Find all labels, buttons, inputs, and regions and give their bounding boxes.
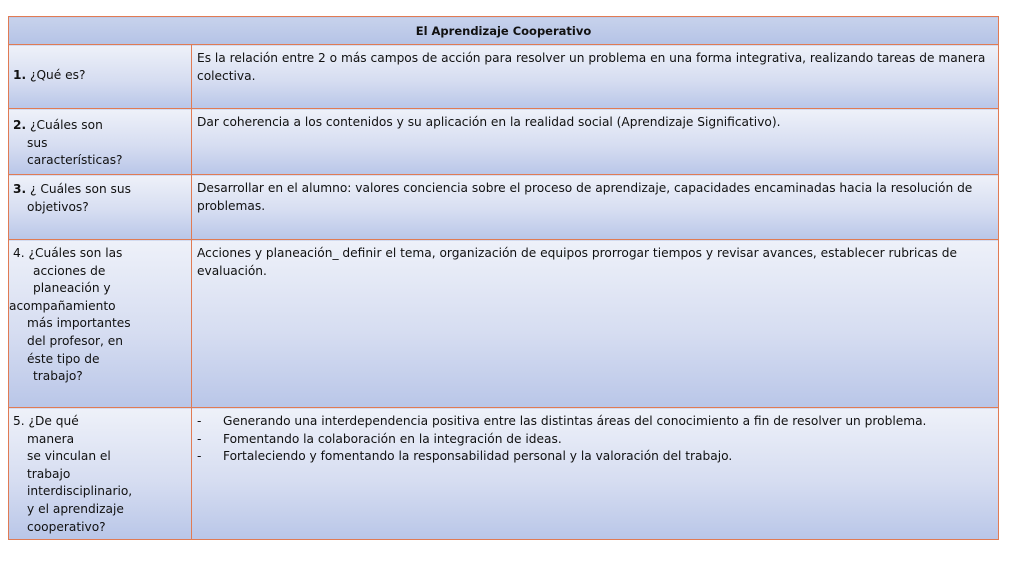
list-item-text: Fomentando la colaboración en la integración de ideas. [223, 431, 562, 446]
question-text-5-line-3: se vinculan el [27, 449, 111, 464]
table-title: El Aprendizaje Cooperativo [9, 17, 999, 45]
answer-cell-1 [192, 45, 999, 109]
question-cell-1 [9, 45, 192, 109]
question-text-4-line-2: acciones de [33, 263, 106, 278]
question-text-3-line-1: ¿ Cuáles son sus [30, 182, 131, 196]
question-text-2-line-3: características? [27, 153, 123, 168]
cooperative-learning-table [8, 16, 999, 540]
question-text-5-line-2: manera [27, 431, 75, 446]
question-text-1: ¿Qué es? [30, 68, 86, 82]
bullet-dash: - [197, 431, 202, 446]
question-text-5-line-1: ¿De qué [28, 414, 79, 428]
answer-text-4: Acciones y planeación_ definir el tema, organización de equipos prorrogar tiempos y revisar avances, establecer rubricas de evaluación. [197, 246, 957, 278]
question-cell-5 [9, 408, 192, 540]
list-item-text: Fortaleciendo y fomentando la responsabilidad personal y la valoración del trabajo. [223, 449, 733, 464]
question-text-5-line-4: trabajo [27, 466, 71, 481]
question-cell-4 [9, 240, 192, 408]
answer-list-5 [192, 408, 998, 466]
answer-text-1: Es la relación entre 2 o más campos de acción para resolver un problema en una forma integrativa, realizando tareas de manera colectiva. [197, 51, 986, 83]
question-text-5-line-7: cooperativo? [27, 519, 106, 534]
question-text-5-line-5: interdisciplinario, [27, 484, 133, 499]
answer-cell-4 [192, 240, 999, 408]
list-item [197, 413, 992, 431]
question-number-3: 3. [13, 182, 27, 196]
list-item [197, 431, 992, 449]
question-text-4-line-1: ¿Cuáles son las [28, 246, 123, 260]
answer-text-3: Desarrollar en el alumno: valores conciencia sobre el proceso de aprendizaje, capacidades encaminadas hacia la resolución de problemas. [197, 181, 973, 213]
bullet-dash: - [197, 414, 202, 428]
list-item [197, 448, 992, 466]
answer-cell-3 [192, 175, 999, 240]
answer-cell-2 [192, 109, 999, 175]
bullet-dash: - [197, 449, 202, 464]
question-number-1: 1. [13, 68, 27, 82]
question-text-4-line-6: del profesor, en [27, 333, 124, 348]
question-text-3-line-2: objetivos? [27, 199, 89, 214]
question-text-4-line-5: más importantes [27, 316, 131, 331]
question-number-2: 2. [13, 118, 27, 132]
question-text-4-line-8: trabajo? [33, 369, 83, 384]
question-cell-2 [9, 109, 192, 175]
question-text-4-line-4: acompañamiento [9, 298, 116, 313]
question-number-5: 5. [13, 414, 25, 428]
question-text-2-line-2: sus [27, 135, 48, 150]
question-text-4-line-3: planeación y [33, 281, 111, 296]
question-cell-3 [9, 175, 192, 240]
list-item-text: Generando una interdependencia positiva entre las distintas áreas del conocimiento a fin de resolver un problema. [223, 414, 927, 428]
question-text-4-line-7: éste tipo de [27, 351, 100, 366]
question-text-5-line-6: y el aprendizaje [27, 501, 124, 516]
answer-text-2: Dar coherencia a los contenidos y su aplicación en la realidad social (Aprendizaje Significativo). [197, 115, 781, 129]
answer-cell-5 [192, 408, 999, 540]
question-number-4: 4. [13, 246, 25, 260]
question-text-2-line-1: ¿Cuáles son [30, 118, 103, 132]
